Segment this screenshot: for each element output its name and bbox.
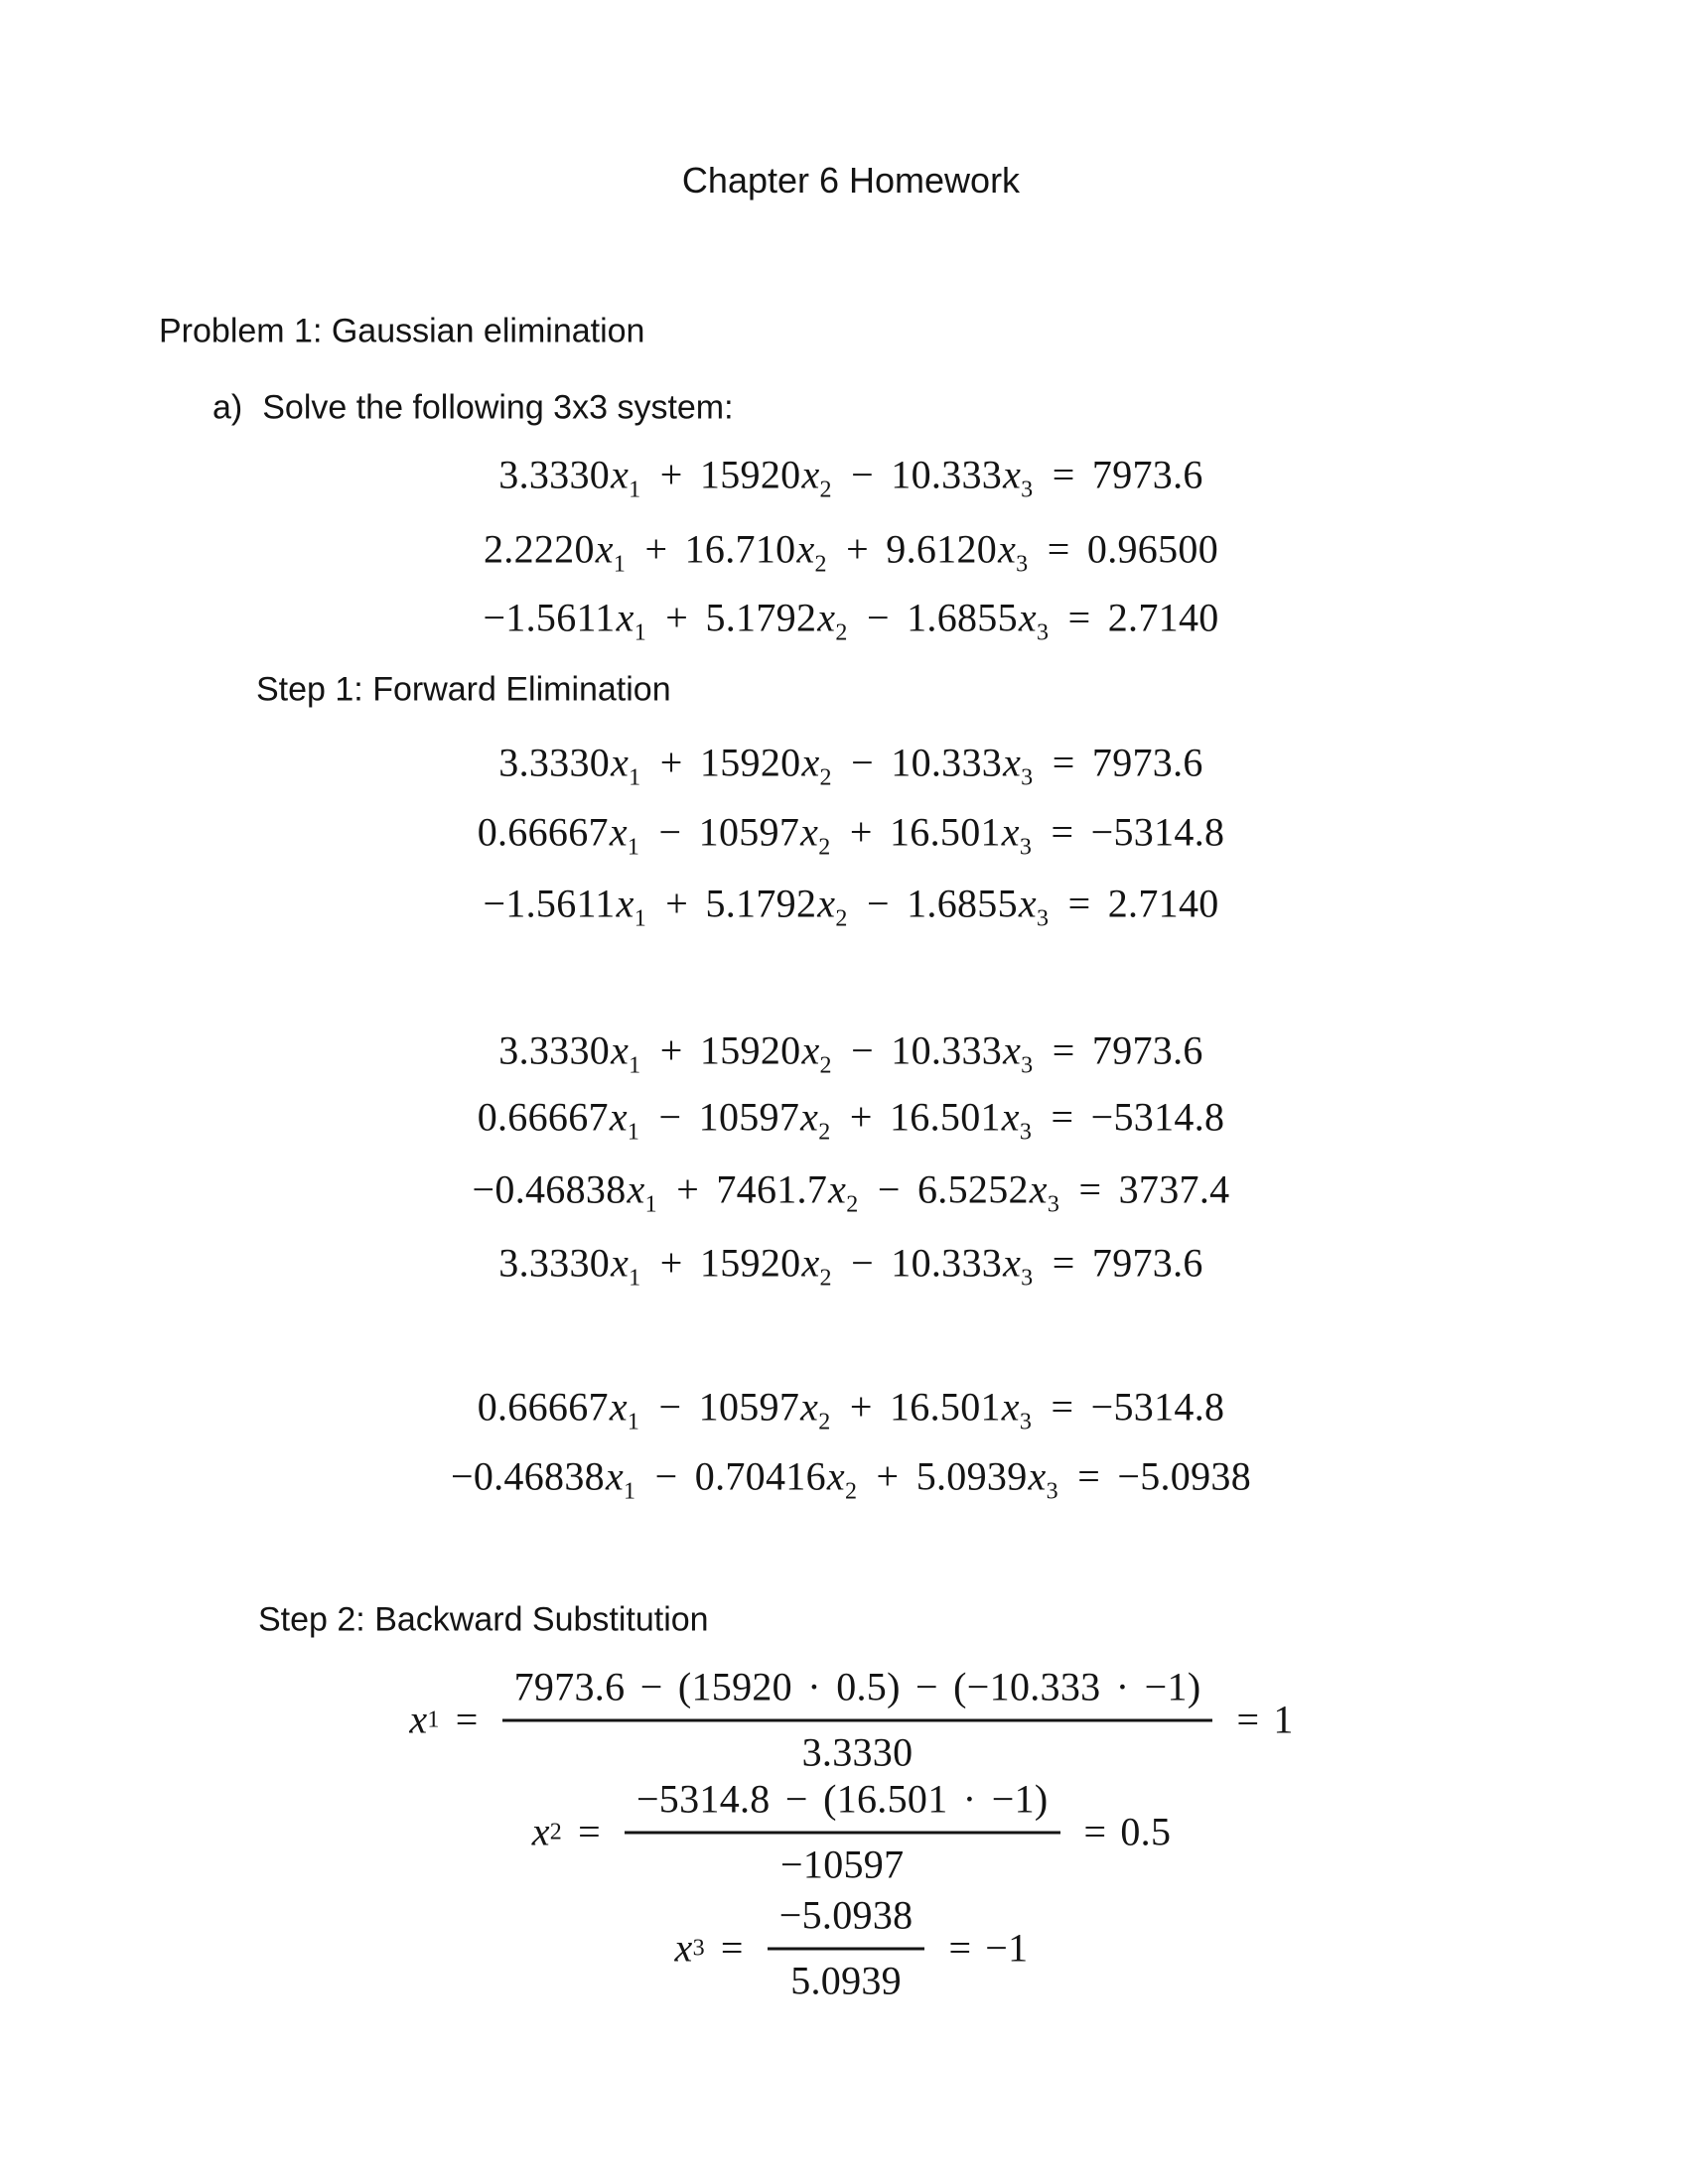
subscript-2: 2 (835, 905, 848, 932)
rhs: = 7973.6 (1035, 452, 1203, 497)
term: − 10.333 (833, 1240, 1003, 1286)
coefficient: 3.3330 (498, 740, 611, 785)
term: + 15920 (642, 740, 801, 785)
term: − 1.6855 (849, 881, 1018, 926)
variable-x: x (817, 881, 836, 926)
rhs: = 3737.4 (1061, 1166, 1230, 1212)
term: − 6.5252 (860, 1166, 1029, 1212)
document-title: Chapter 6 Homework (681, 160, 1021, 201)
coefficient: 3.3330 (498, 1027, 611, 1073)
rhs: = −5314.8 (1034, 809, 1225, 855)
variable-x: x (801, 452, 820, 497)
back-sub-x3: x 3 = $\frac{-5.0938}{5.0939}$ = −1 (14, 1890, 1688, 2006)
fraction-numerator: 7973.6 − (15920 · 0.5) − (−10.333 · −1) (502, 1662, 1213, 1722)
step-2-heading: Step 2: Backward Substitution (258, 1600, 709, 1639)
variable-x: x (1003, 452, 1022, 497)
term: + 15920 (642, 1240, 801, 1286)
rhs: = 2.7140 (1051, 595, 1219, 640)
part-a-item (212, 389, 734, 428)
equals-sign: = (720, 1925, 744, 1971)
fraction-denominator: 5.0939 (790, 1958, 902, 2003)
variable-x: x (1001, 1094, 1020, 1140)
variable-x: x (796, 526, 815, 572)
term: − 10597 (641, 1384, 800, 1430)
fraction-denominator: 3.3330 (801, 1729, 914, 1775)
term: + 16.501 (832, 1384, 1001, 1430)
variable-x: x (1018, 595, 1037, 640)
subscript-3: 3 (1019, 834, 1033, 861)
fraction (625, 1774, 1060, 1890)
coefficient: 2.2220 (483, 526, 595, 572)
variable-x: x (801, 1027, 820, 1073)
result-value: −1 (985, 1925, 1029, 1971)
subscript-2: 2 (818, 1119, 831, 1146)
subscript-1: 1 (633, 905, 646, 932)
subscript-2: 2 (844, 1478, 858, 1505)
back-sub-x1: x 1 = $\frac{7973.6 - (15920 \cdot 0.5) - (-10.333 \cdot -1)}{3.3330}$ = 1 (14, 1662, 1688, 1778)
forward-elim3-eq-1 (14, 1384, 1688, 1435)
subscript-1: 1 (629, 477, 641, 503)
term: − 10.333 (833, 452, 1003, 497)
subscript-1: 1 (613, 551, 627, 578)
subscript-2: 2 (819, 764, 832, 791)
subscript-1: 1 (627, 1409, 640, 1435)
subscript-2: 2 (819, 1052, 832, 1079)
equals-sign: = (948, 1925, 972, 1971)
term: + 16.501 (832, 1094, 1001, 1140)
rhs: = −5.0938 (1059, 1453, 1252, 1499)
variable-x: x (826, 1453, 845, 1499)
subscript-3: 3 (1019, 1409, 1033, 1435)
equals-sign: = (1236, 1697, 1260, 1742)
fraction-numerator: −5314.8 − (16.501 · −1) (625, 1774, 1060, 1835)
term: − 1.6855 (849, 595, 1018, 640)
subscript-1: 1 (633, 619, 646, 646)
variable-x: x (998, 526, 1017, 572)
variable-x: x (1029, 1166, 1048, 1212)
problem-1-heading: Problem 1: Gaussian elimination (159, 312, 645, 350)
variable-x: x (817, 595, 836, 640)
subscript-3: 3 (1021, 1265, 1034, 1292)
rhs: = −5314.8 (1034, 1384, 1225, 1430)
variable-x: x (609, 809, 628, 855)
variable-x: x (801, 740, 820, 785)
forward-elim2-eq-1 (14, 1027, 1688, 1079)
term: + 7461.7 (658, 1166, 828, 1212)
term: + 15920 (642, 452, 801, 497)
term: + 16.501 (832, 809, 1001, 855)
fraction (768, 1890, 925, 2006)
variable-x: x (609, 1094, 628, 1140)
variable-x: x (1003, 1240, 1022, 1286)
coefficient: 0.66667 (477, 1094, 609, 1140)
subscript-3: 3 (1036, 619, 1050, 646)
subscript-1: 1 (644, 1191, 657, 1218)
coefficient: −0.46838 (472, 1166, 627, 1212)
subscript-2: 2 (814, 551, 827, 578)
rhs: = −5314.8 (1034, 1094, 1225, 1140)
forward-elim3-eq-2 (14, 1453, 1688, 1505)
subscript-3: 3 (1046, 1478, 1058, 1505)
variable-x: x (611, 1027, 630, 1073)
subscript-2: 2 (846, 1191, 859, 1218)
variable-x: x (1003, 740, 1022, 785)
variable-x: x (611, 1240, 630, 1286)
variable-x: x (800, 1384, 819, 1430)
fraction-numerator: −5.0938 (768, 1890, 925, 1951)
variable-x: x (616, 595, 634, 640)
coefficient: 3.3330 (498, 452, 611, 497)
part-a-label: a) (212, 388, 243, 427)
forward-elim-eq-3 (14, 881, 1688, 932)
forward-elim-eq-1 (14, 740, 1688, 791)
variable-x: x (1028, 1453, 1047, 1499)
term: − 10.333 (833, 740, 1003, 785)
coefficient: 0.66667 (477, 809, 609, 855)
variable-x: x (627, 1166, 645, 1212)
term: + 15920 (642, 1027, 801, 1073)
coefficient: −1.5611 (483, 595, 616, 640)
variable-x: x (611, 452, 630, 497)
system-eq-1 (14, 452, 1688, 503)
equals-sign: = (1083, 1809, 1107, 1854)
coefficient: 3.3330 (498, 1240, 611, 1286)
coefficient: 0.66667 (477, 1384, 609, 1430)
variable-x: x (531, 1809, 550, 1854)
term: + 5.1792 (648, 595, 817, 640)
variable-x: x (828, 1166, 847, 1212)
subscript-2: 2 (818, 1409, 831, 1435)
subscript-3: 3 (1019, 1119, 1033, 1146)
subscript-1: 1 (627, 834, 640, 861)
subscript-1: 1 (629, 1052, 641, 1079)
part-a-text: Solve the following 3x3 system: (262, 388, 734, 427)
forward-elim2-eq-3 (14, 1166, 1688, 1218)
term: + 9.6120 (828, 526, 998, 572)
variable-x: x (611, 740, 630, 785)
subscript-1: 1 (627, 1119, 640, 1146)
term: + 16.710 (628, 526, 796, 572)
back-sub-x2: x 2 = $\frac{-5314.8 - (16.501 \cdot -1)}{-10597}$ = 0.5 (14, 1774, 1688, 1890)
term: − 0.70416 (637, 1453, 826, 1499)
variable-x: x (409, 1697, 428, 1742)
step-1-heading: Step 1: Forward Elimination (256, 670, 671, 709)
subscript-1: 1 (624, 1478, 636, 1505)
variable-x: x (609, 1384, 628, 1430)
equals-sign: = (578, 1809, 601, 1854)
term: − 10597 (641, 1094, 800, 1140)
fraction-denominator: −10597 (780, 1842, 905, 1887)
equals-sign: = (455, 1697, 479, 1742)
variable-x: x (801, 1240, 820, 1286)
term: − 10.333 (833, 1027, 1003, 1073)
subscript-3: 3 (1021, 1052, 1034, 1079)
subscript-1: 1 (629, 764, 641, 791)
coefficient: −1.5611 (483, 881, 616, 926)
rhs: = 2.7140 (1051, 881, 1219, 926)
variable-x: x (800, 1094, 819, 1140)
forward-elim2-eq-4 (14, 1240, 1688, 1292)
subscript-3: 3 (1021, 764, 1034, 791)
variable-x: x (1003, 1027, 1022, 1073)
term: − 10597 (641, 809, 800, 855)
rhs: = 7973.6 (1035, 1027, 1203, 1073)
subscript-2: 2 (835, 619, 848, 646)
subscript-3: 3 (1047, 1191, 1060, 1218)
subscript-2: 2 (819, 1265, 832, 1292)
coefficient: −0.46838 (450, 1453, 605, 1499)
variable-x: x (1001, 809, 1020, 855)
variable-x: x (1001, 1384, 1020, 1430)
subscript-3: 3 (1016, 551, 1029, 578)
variable-x: x (1018, 881, 1037, 926)
result-value: 0.5 (1120, 1809, 1172, 1854)
subscript-3: 3 (1036, 905, 1050, 932)
variable-x: x (616, 881, 634, 926)
term: + 5.1792 (648, 881, 817, 926)
system-eq-3 (14, 595, 1688, 646)
subscript-2: 2 (819, 477, 832, 503)
result-value: 1 (1273, 1697, 1294, 1742)
term: + 5.0939 (859, 1453, 1028, 1499)
subscript-1: 1 (629, 1265, 641, 1292)
variable-x: x (800, 809, 819, 855)
rhs: = 0.96500 (1030, 526, 1219, 572)
forward-elim2-eq-2 (14, 1094, 1688, 1146)
variable-x: x (595, 526, 614, 572)
fraction (502, 1662, 1213, 1778)
rhs: = 7973.6 (1035, 740, 1203, 785)
subscript-3: 3 (1021, 477, 1034, 503)
subscript-2: 2 (818, 834, 831, 861)
variable-x: x (605, 1453, 624, 1499)
variable-x: x (674, 1925, 693, 1971)
forward-elim-eq-2 (14, 809, 1688, 861)
system-eq-2 (14, 526, 1688, 578)
rhs: = 7973.6 (1035, 1240, 1203, 1286)
